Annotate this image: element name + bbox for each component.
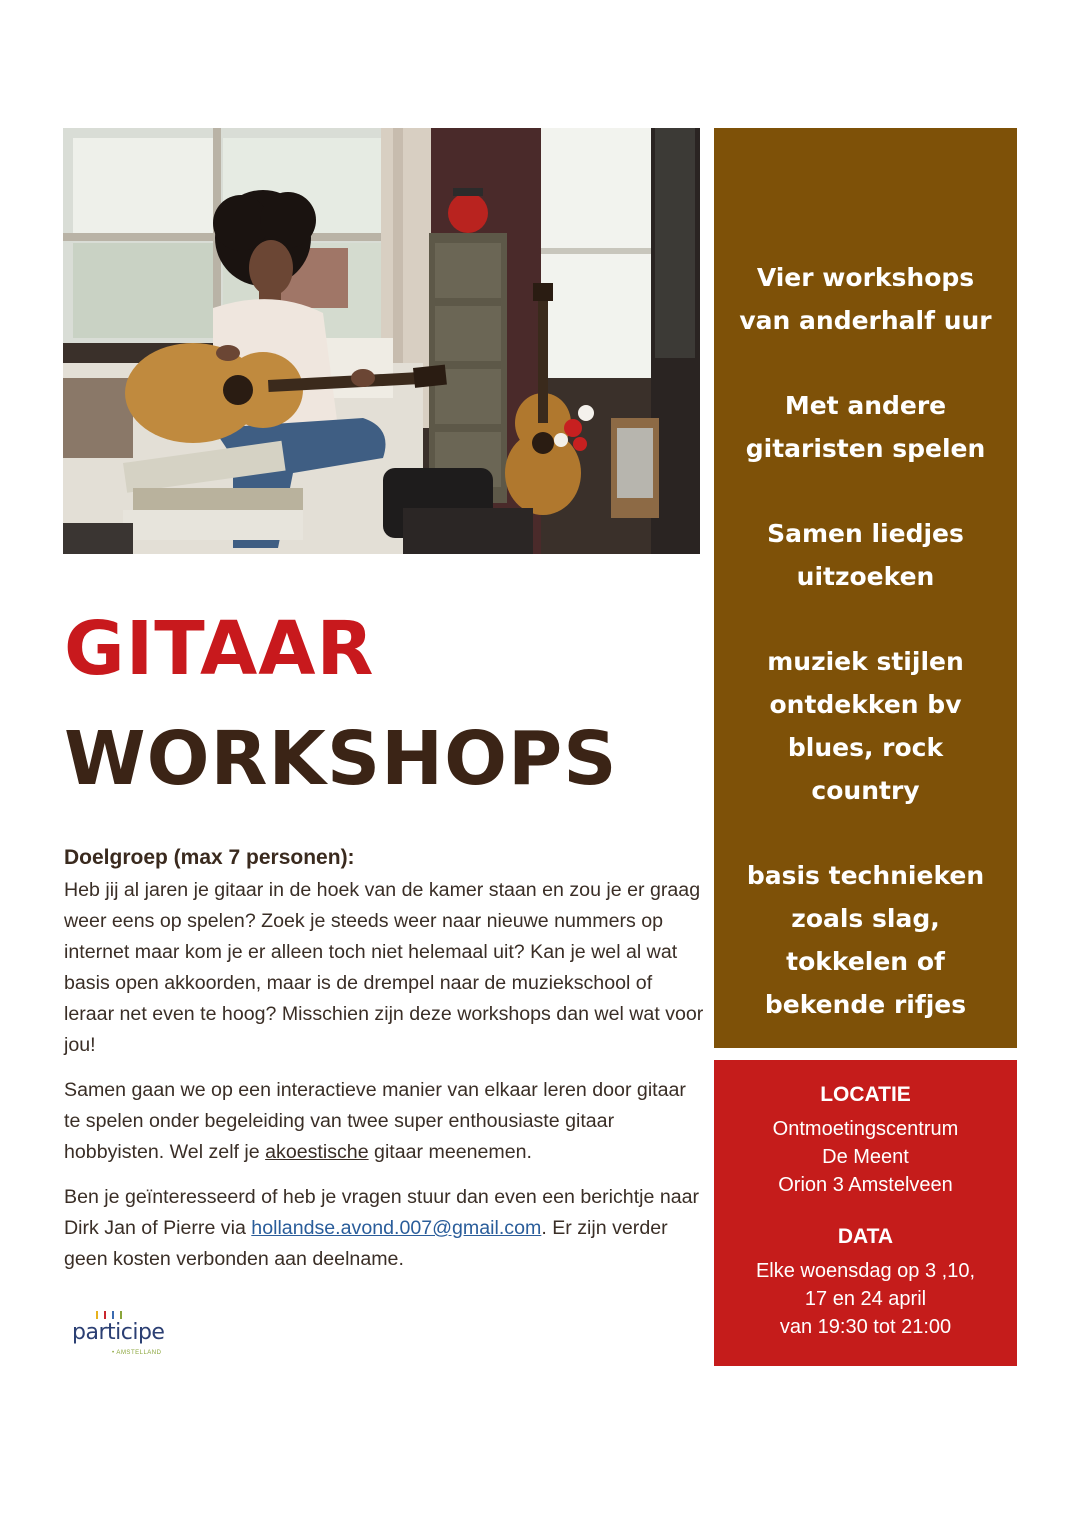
email-link[interactable]: hollandse.avond.007@gmail.com xyxy=(251,1217,542,1239)
logo-subtitle: • AMSTELLAND xyxy=(112,1350,162,1356)
feature-item: Samen liedjes uitzoeken xyxy=(767,519,964,591)
title-workshops: WORKSHOPS xyxy=(64,716,618,802)
dates-line: Elke woensdag op 3 ,10, xyxy=(755,1260,976,1282)
features-panel xyxy=(714,128,1017,1048)
dates-line: 17 en 24 april xyxy=(804,1288,927,1310)
feature-item: Met andere gitaristen spelen xyxy=(745,391,986,463)
description-paragraph-1: Heb jij al jaren je gitaar in de hoek van de kamer staan en zou je er graag weer eens op spelen? Zoek je steeds weer naar nieuwe nummers op internet maar kom je er alleen toch niet helemaal uit? Kan je wel al wat basis open akkoorden, maar is de drempel naar de muziekschool of leraar net even te hoog? Misschien zijn deze workshops dan wel wat voor jou! xyxy=(64,879,704,1056)
feature-item: muziek stijlen ontdekken bv blues, rock country xyxy=(767,647,964,805)
description-paragraph-3 xyxy=(64,1182,704,1275)
location-line: Orion 3 Amstelveen xyxy=(778,1174,953,1196)
title-gitaar: GITAAR xyxy=(64,606,375,692)
guitar-photo xyxy=(63,128,700,554)
paragraph-3-part-1: Ben je geïnteresseerd of heb je vragen stuur dan even een berichtje naar Dirk Jan of Pierre via xyxy=(64,1186,700,1239)
feature-item: Vier workshops van anderhalf uur xyxy=(739,263,992,335)
location-line: Ontmoetingscentrum xyxy=(772,1118,959,1140)
paragraph-3-part-2: . Er zijn verder geen kosten verbonden aan deelname. xyxy=(64,1217,668,1270)
location-line: De Meent xyxy=(822,1146,909,1168)
info-panel xyxy=(714,1060,1017,1366)
paragraph-2-part-2: gitaar meenemen. xyxy=(368,1141,532,1163)
paragraph-2-part-1: Samen gaan we op een interactieve manier van elkaar leren door gitaar te spelen onder begeleiding van twee super enthousiaste gitaar hobbyisten. Wel zelf je xyxy=(64,1079,686,1163)
location-heading: LOCATIE xyxy=(820,1083,911,1106)
logo-wordmark: participe xyxy=(72,1320,165,1345)
description-section xyxy=(64,842,704,1289)
feature-item: basis technieken zoals slag, tokkelen of bekende rifjes xyxy=(746,861,985,1019)
target-group-heading: Doelgroep (max 7 personen): xyxy=(64,846,355,869)
dates-line: van 19:30 tot 21:00 xyxy=(779,1316,952,1338)
participe-logo xyxy=(72,1306,182,1370)
dates-heading: DATA xyxy=(837,1225,894,1248)
acoustic-underlined: akoestische xyxy=(265,1141,369,1163)
description-paragraph-2 xyxy=(64,1075,704,1168)
